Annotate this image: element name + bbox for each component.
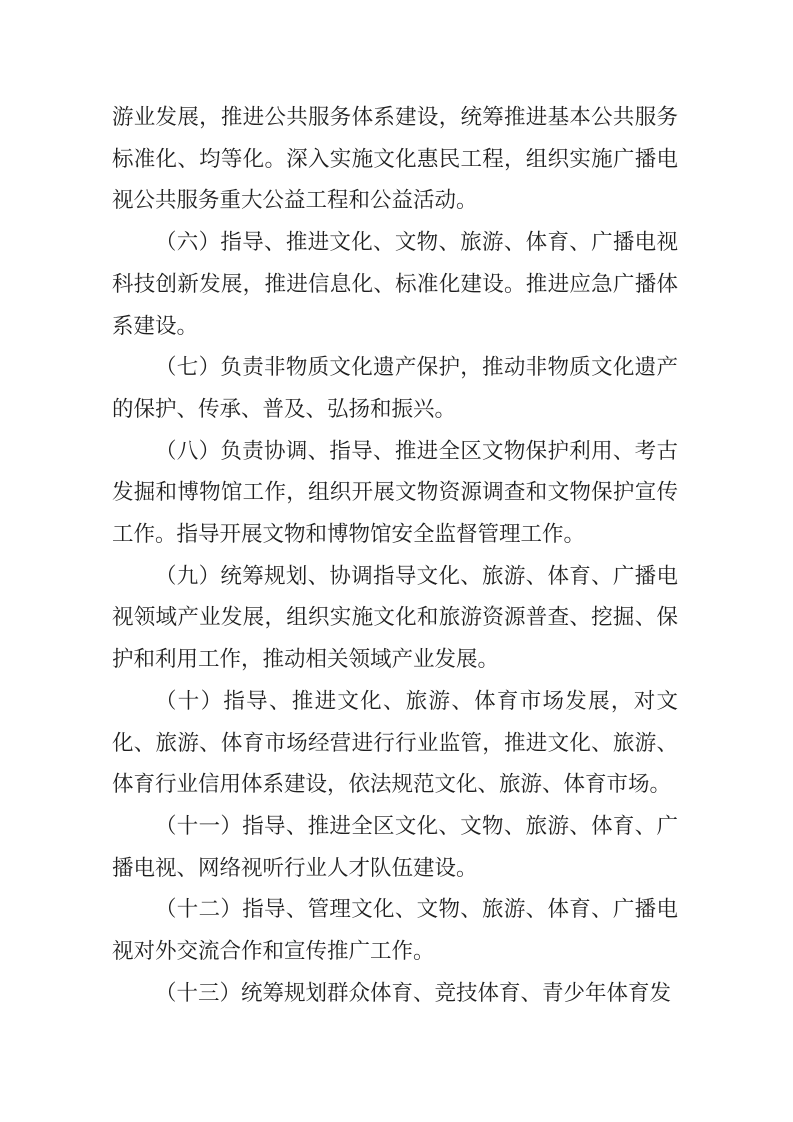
document-text-block xyxy=(112,97,678,1014)
paragraph-item-9: （九）统筹规划、协调指导文化、旅游、体育、广播电视领域产业发展，组织实施文化和旅游资源普查、挖掘、保护和利用工作，推动相关领域产业发展。 xyxy=(112,563,678,672)
paragraph-intro-continuation: 游业发展，推进公共服务体系建设，统筹推进基本公共服务标准化、均等化。深入实施文化惠民工程，组织实施广播电视公共服务重大公益工程和公益活动。 xyxy=(112,105,678,213)
paragraph-item-6: （六）指导、推进文化、文物、旅游、体育、广播电视科技创新发展，推进信息化、标准化建设。推进应急广播体系建设。 xyxy=(112,230,678,338)
paragraph-item-7: （七）负责非物质文化遗产保护，推动非物质文化遗产的保护、传承、普及、弘扬和振兴。 xyxy=(112,355,678,421)
paragraph-item-8: （八）负责协调、指导、推进全区文物保护利用、考古发掘和博物馆工作，组织开展文物资源调查和文物保护宣传工作。指导开展文物和博物馆安全监督管理工作。 xyxy=(112,438,678,547)
paragraph-item-10: （十）指导、推进文化、旅游、体育市场发展，对文化、旅游、体育市场经营进行行业监管，推进文化、旅游、体育行业信用体系建设，依法规范文化、旅游、体育市场。 xyxy=(112,688,678,797)
paragraph-item-11: （十一）指导、推进全区文化、文物、旅游、体育、广播电视、网络视听行业人才队伍建设。 xyxy=(112,813,678,880)
paragraph-item-13: （十三）统筹规划群众体育、竞技体育、青少年体育发 xyxy=(155,980,672,1005)
paragraph-item-12: （十二）指导、管理文化、文物、旅游、体育、广播电视对外交流合作和宣传推广工作。 xyxy=(112,897,678,964)
